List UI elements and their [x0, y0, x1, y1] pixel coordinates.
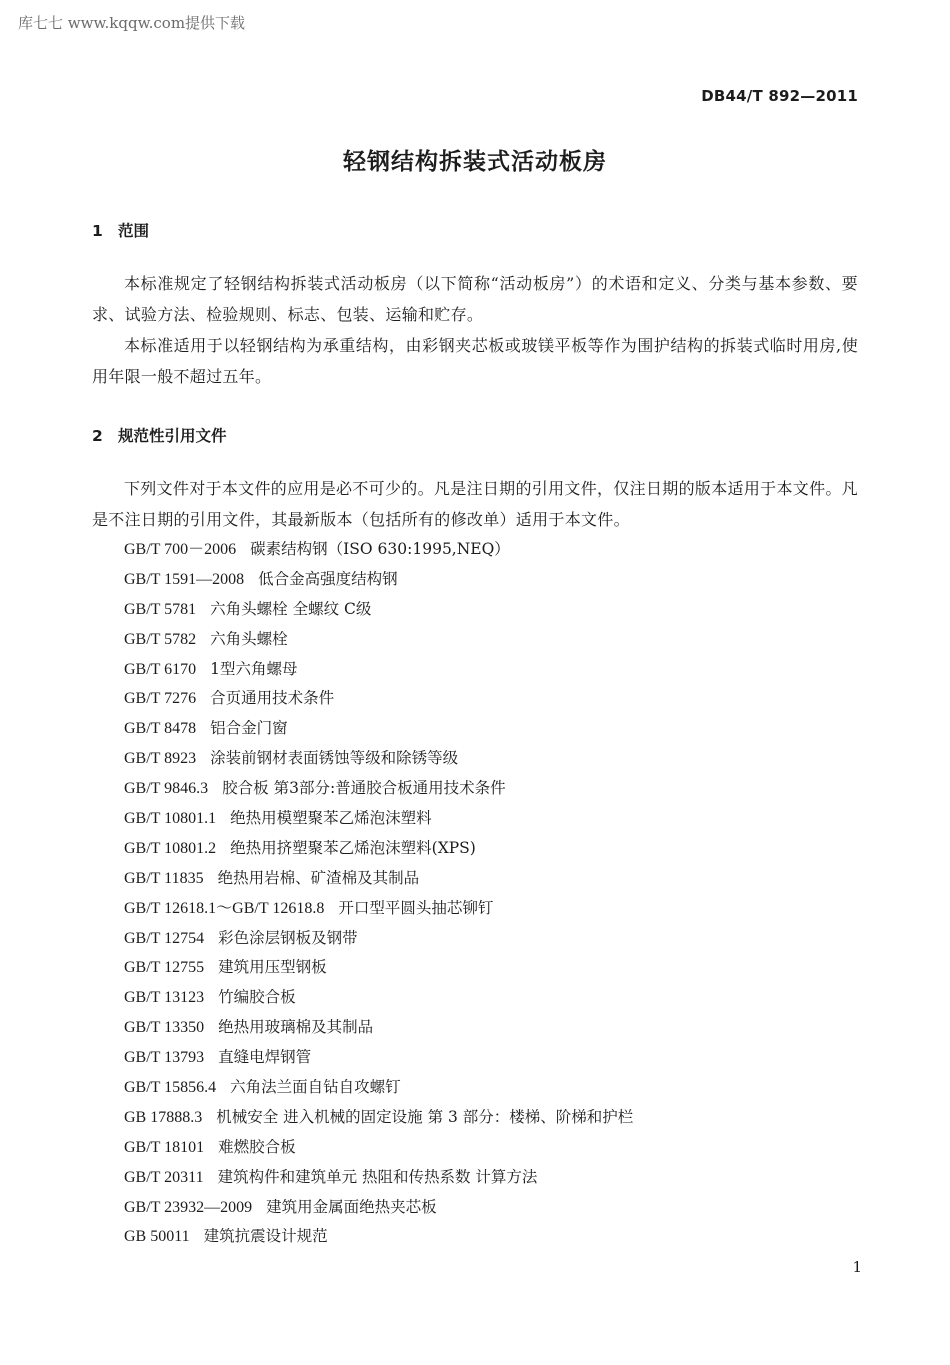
reference-id: GB/T 12618.1～GB/T 12618.8 [124, 899, 325, 917]
reference-title: 开口型平圆头抽芯铆钉 [338, 898, 494, 917]
reference-title: 六角法兰面自钻自攻螺钉 [230, 1078, 401, 1097]
reference-id: GB/T 7276 [124, 690, 197, 708]
reference-item [124, 565, 633, 595]
reference-id: GB/T 5782 [124, 630, 197, 648]
reference-item [124, 864, 633, 894]
reference-title: 六角头螺栓 [210, 629, 288, 648]
reference-item [124, 1043, 633, 1073]
reference-title: 绝热用模塑聚苯乙烯泡沫塑料 [230, 809, 432, 828]
reference-title: 建筑用压型钢板 [218, 958, 327, 977]
reference-item [124, 744, 633, 774]
reference-id: GB/T 9846.3 [124, 780, 209, 798]
reference-item [124, 983, 633, 1013]
reference-id: GB/T 10801.2 [124, 839, 217, 857]
reference-title: 难燃胶合板 [218, 1137, 296, 1156]
reference-item [124, 595, 633, 625]
reference-id: GB/T 10801.1 [124, 810, 217, 828]
section-heading-scope [92, 219, 149, 241]
reference-id: GB/T 11835 [124, 869, 204, 887]
reference-item [124, 1222, 633, 1252]
reference-title: 涂装前钢材表面锈蚀等级和除锈等级 [210, 749, 459, 768]
reference-item [124, 684, 633, 714]
references-intro-paragraph: 下列文件对于本文件的应用是必不可少的。凡是注日期的引用文件，仅注日期的版本适用于本文件。凡是不注日期的引用文件，其最新版本（包括所有的修改单）适用于本文件。 [92, 479, 858, 529]
reference-id: GB/T 13123 [124, 989, 205, 1007]
reference-item [124, 834, 633, 864]
reference-item [124, 774, 633, 804]
reference-title: 机械安全 进入机械的固定设施 第 3 部分：楼梯、阶梯和护栏 [216, 1107, 634, 1126]
reference-id: GB/T 12755 [124, 959, 205, 977]
reference-id: GB/T 8478 [124, 720, 197, 738]
reference-title: 竹编胶合板 [218, 988, 296, 1007]
reference-item [124, 1103, 633, 1133]
reference-item [124, 924, 633, 954]
reference-id: GB/T 6170 [124, 660, 197, 678]
reference-item [124, 714, 633, 744]
reference-title: 碳素结构钢（ISO 630:1995,NEQ） [250, 540, 510, 558]
reference-item [124, 1133, 633, 1163]
page-number: 1 [852, 1258, 862, 1276]
reference-item [124, 1193, 633, 1223]
reference-title: 铝合金门窗 [210, 719, 288, 738]
reference-id: GB/T 18101 [124, 1138, 205, 1156]
reference-id: GB/T 15856.4 [124, 1079, 217, 1097]
reference-title: 合页通用技术条件 [210, 689, 335, 708]
reference-list [124, 535, 633, 1252]
reference-id: GB/T 1591—2008 [124, 570, 245, 588]
reference-title: 彩色涂层钢板及钢带 [218, 928, 358, 947]
scope-paragraph-1: 本标准规定了轻钢结构拆装式活动板房（以下简称“活动板房”）的术语和定义、分类与基本参数、要求、试验方法、检验规则、标志、包装、运输和贮存。 [92, 274, 858, 324]
document-code: DB44/T 892—2011 [701, 87, 858, 105]
reference-item [124, 1163, 633, 1193]
reference-id: GB/T 13350 [124, 1019, 205, 1037]
reference-id: GB/T 23932—2009 [124, 1198, 253, 1216]
reference-item [124, 655, 633, 685]
reference-title: 建筑抗震设计规范 [203, 1227, 328, 1246]
section-number: 1 [92, 222, 103, 240]
reference-title: 1型六角螺母 [210, 659, 298, 678]
reference-item [124, 625, 633, 655]
reference-title: 建筑构件和建筑单元 热阻和传热系数 计算方法 [217, 1167, 538, 1186]
reference-id: GB 50011 [124, 1228, 190, 1246]
reference-title: 绝热用挤塑聚苯乙烯泡沫塑料(XPS) [230, 838, 476, 857]
reference-id: GB/T 5781 [124, 600, 197, 618]
section-title: 范围 [118, 222, 150, 240]
section-heading-normative-references [92, 424, 227, 446]
reference-item [124, 894, 633, 924]
reference-id: GB 17888.3 [124, 1108, 203, 1126]
reference-title: 胶合板 第3部分:普通胶合板通用技术条件 [222, 779, 506, 798]
reference-id: GB/T 700－2006 [124, 541, 237, 558]
reference-id: GB/T 13793 [124, 1049, 205, 1067]
reference-title: 低合金高强度结构钢 [258, 569, 398, 588]
page-title: 轻钢结构拆装式活动板房 [343, 149, 607, 175]
reference-item [124, 535, 633, 565]
reference-id: GB/T 8923 [124, 750, 197, 768]
reference-id: GB/T 20311 [124, 1168, 204, 1186]
reference-title: 建筑用金属面绝热夹芯板 [266, 1197, 437, 1216]
reference-title: 绝热用玻璃棉及其制品 [218, 1018, 374, 1037]
section-number: 2 [92, 427, 103, 445]
reference-title: 六角头螺栓 全螺纹 C级 [210, 599, 372, 618]
section-title: 规范性引用文件 [118, 427, 227, 445]
reference-title: 绝热用岩棉、矿渣棉及其制品 [217, 868, 420, 887]
reference-id: GB/T 12754 [124, 929, 205, 947]
scope-paragraph-2: 本标准适用于以轻钢结构为承重结构，由彩钢夹芯板或玻镁平板等作为围护结构的拆装式临时用房,使用年限一般不超过五年。 [92, 336, 858, 386]
reference-item [124, 1013, 633, 1043]
reference-item [124, 804, 633, 834]
reference-title: 直缝电焊钢管 [218, 1048, 312, 1067]
reference-item [124, 1073, 633, 1103]
watermark-text: 库七七 www.kqqw.com提供下载 [18, 14, 246, 32]
reference-item [124, 953, 633, 983]
